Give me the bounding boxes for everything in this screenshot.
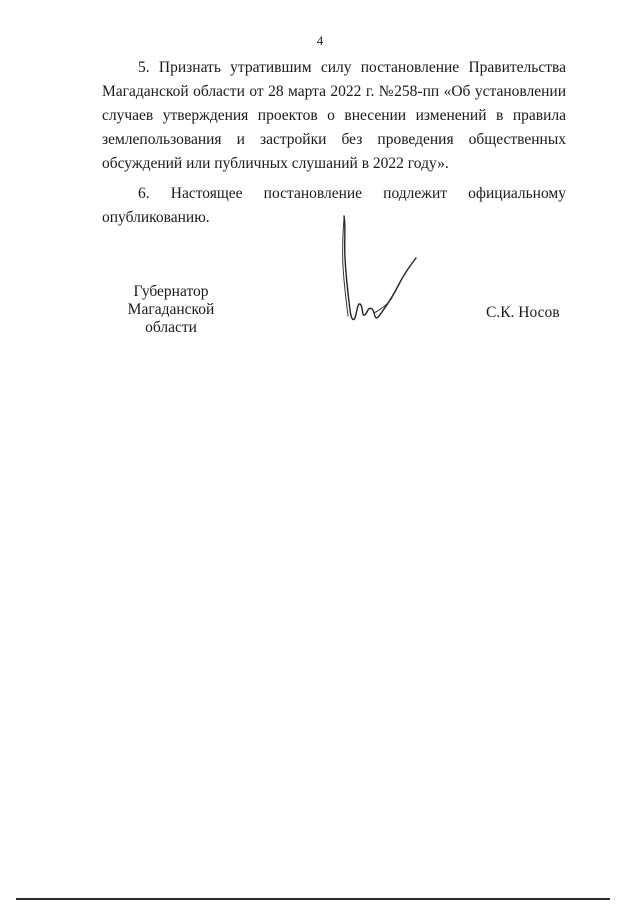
paragraph-item-6-text: 6. Настоящее постановление подлежит официальному опубликованию.	[102, 185, 566, 226]
page-number: 4	[316, 33, 324, 48]
signer-position-line-1: Губернатор	[133, 283, 209, 300]
signer-position	[100, 283, 242, 337]
signer-name: С.К. Носов	[486, 304, 560, 321]
footer-rule	[16, 898, 610, 900]
signer-position-line-2: Магаданской области	[127, 301, 215, 336]
handwritten-signature	[330, 214, 430, 334]
signature-block	[0, 280, 640, 340]
paragraph-item-5-text: 5. Признать утратившим силу постановление Правительства Магаданской области от 28 марта 2022 г. №258-пп «Об установлении случаев утверждения проектов о внесении изменений в правила землепользования и застройки без проведения общественных обсуждений или публичных слушаний в 2022 году».	[102, 59, 566, 172]
paragraph-item-5	[102, 56, 566, 176]
